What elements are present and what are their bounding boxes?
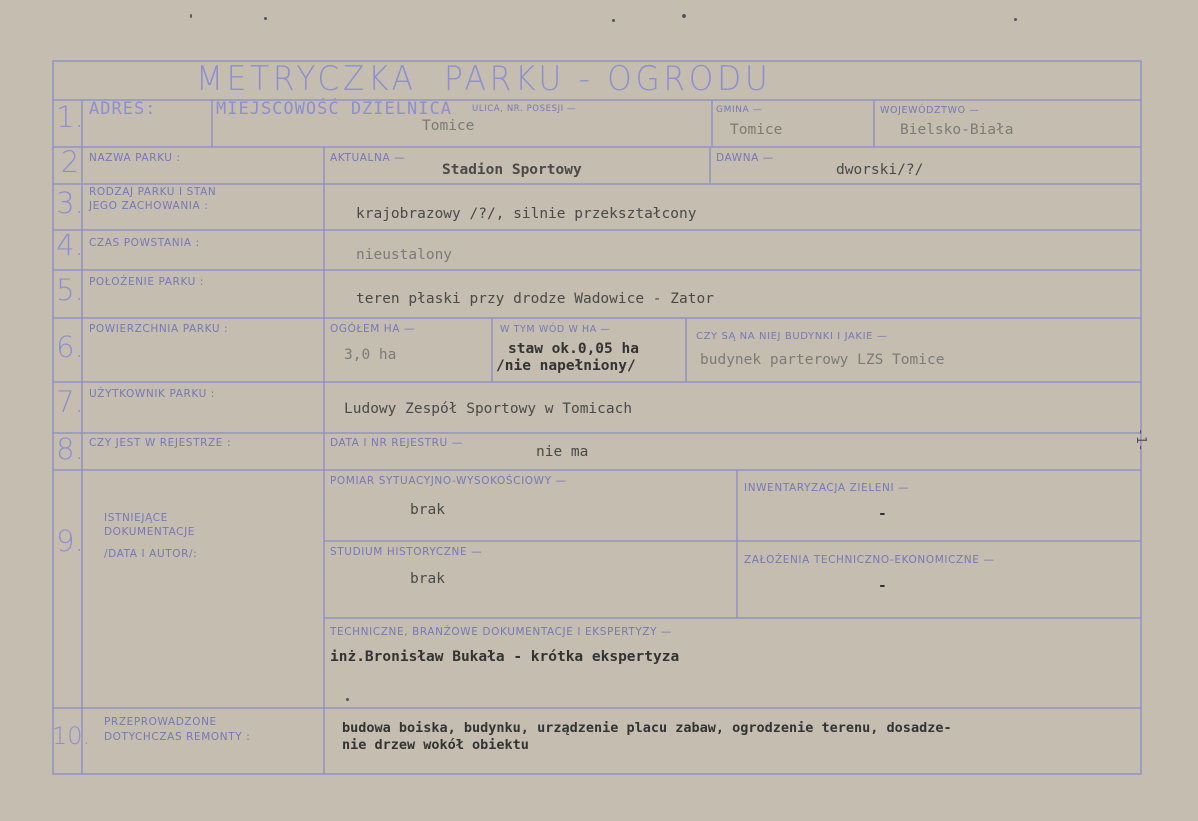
docs-label-line2: DOKUMENTACJE [104,526,196,538]
current-name-value: Stadion Sportowy [442,162,582,178]
register-date-label: DATA I NR REJESTRU — [330,437,463,449]
total-area-label: OGÓŁEM HA — [330,323,416,335]
row-number-7: 7. [56,385,84,419]
form-title: METRYCZKA PARKU - OGRODU [196,59,772,99]
row-number-9: 9. [56,524,84,558]
register-label: CZY JEST W REJESTRZE : [89,437,232,449]
technical-docs-label: TECHNICZNE, BRANŻOWE DOKUMENTACJE I EKSPERTYZY — [330,626,673,638]
tech-econ-label: ZAŁOŻENIA TECHNICZNO-EKONOMICZNE — [744,554,995,566]
park-type-label-line2: JEGO ZACHOWANIA : [89,200,209,212]
technical-docs-value: inż.Bronisław Bukała - krótka ekspertyza [330,649,680,665]
locality-value: Tomice [422,118,475,134]
survey-label: POMIAR SYTUACYJNO-WYSOKOŚCIOWY — [330,475,567,487]
docs-label-line1: ISTNIEJĄCE [104,512,168,524]
row-number-4: 4. [56,228,84,262]
historical-study-label: STUDIUM HISTORYCZNE — [330,546,483,558]
gmina-label: GMINA — [716,105,763,115]
park-type-value: krajobrazowy /?/, silnie przekształcony [356,206,697,222]
water-area-label: W TYM WÓD W HA — [500,324,611,335]
buildings-label: CZY SĄ NA NIEJ BUDYNKI I JAKIE — [696,331,888,342]
park-name-label: NAZWA PARKU : [89,152,181,164]
former-name-value: dworski/?/ [836,162,924,178]
repairs-label-line1: PRZEPROWADZONE [104,716,217,728]
historical-study-value: brak [410,571,445,587]
register-value: nie ma [536,444,589,460]
row-number-6: 6. [56,330,84,364]
docs-label-line3: /DATA I AUTOR/: [104,548,198,560]
gmina-value: Tomice [730,122,783,138]
row-number-10: 10. [52,722,91,750]
water-area-value-line2: /nie napełniony/ [496,358,636,374]
survey-value: brak [410,502,445,518]
voivodeship-label: WOJEWÓDZTWO — [880,105,980,116]
speck [264,17,267,20]
user-label: UŻYTKOWNIK PARKU : [89,388,215,400]
speck [190,14,192,18]
inventory-value: - [878,506,887,522]
row-number-8: 8. [56,432,84,466]
voivodeship-value: Bielsko-Biała [900,122,1014,138]
row-number-1: 1. [56,100,84,134]
creation-time-label: CZAS POWSTANIA : [89,237,200,249]
total-area-value: 3,0 ha [344,347,397,363]
area-label: POWIERZCHNIA PARKU : [89,323,229,335]
current-name-label: AKTUALNA — [330,152,406,164]
former-name-label: DAWNA — [716,152,774,164]
buildings-value: budynek parterowy LZS Tomice [700,352,945,368]
water-area-value-line1: staw ok.0,05 ha [508,341,639,357]
speck [612,19,615,22]
row-number-2: 2 [60,145,80,179]
locality-label: MIEJSCOWOŚĆ DZIELNICA [216,99,452,119]
row-number-3: 3. [56,186,84,220]
street-label: ULICA, NR. POSESJI — [472,104,577,114]
inventory-label: INWENTARYZACJA ZIELENI — [744,482,910,494]
repairs-value-line1: budowa boiska, budynku, urządzenie placu zabaw, ogrodzenie terenu, dosadze- [342,720,952,736]
repairs-value-line2: nie drzew wokół obiektu [342,737,529,753]
repairs-label-line2: DOTYCHCZAS REMONTY : [104,731,251,743]
page-number: -1- [1133,428,1148,452]
speck [1014,18,1017,21]
park-type-label-line1: RODZAJ PARKU I STAN [89,186,217,198]
creation-time-value: nieustalony [356,247,453,263]
row-number-5: 5. [56,273,84,307]
speck [682,14,686,18]
location-label: POŁOŻENIE PARKU : [89,276,205,288]
location-value: teren płaski przy drodze Wadowice - Zator [356,291,714,307]
address-label: ADRES: [89,99,157,119]
tech-econ-value: - [878,578,887,594]
user-value: Ludowy Zespół Sportowy w Tomicach [344,401,633,417]
ink-dot [346,698,349,701]
